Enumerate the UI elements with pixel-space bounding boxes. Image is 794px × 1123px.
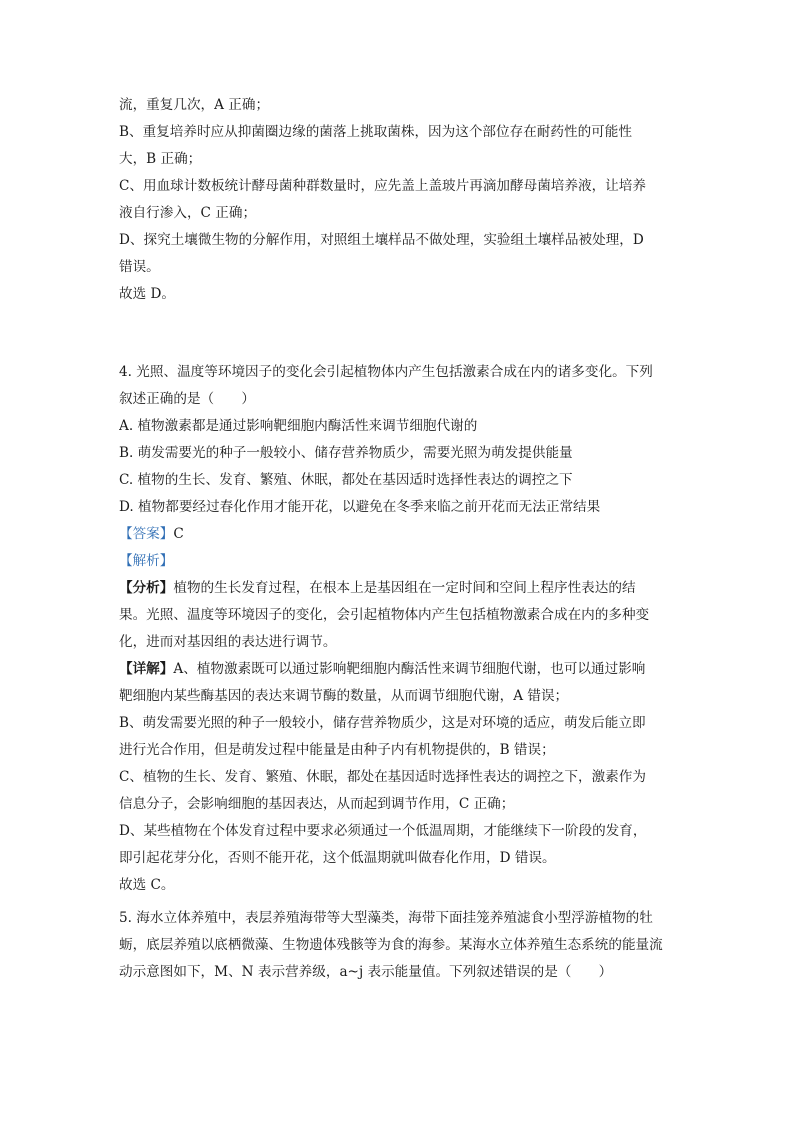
q4-fenxi-line [119,578,689,598]
xiangjie-text: A、植物激素既可以通过影响靶细胞内酶活性来调节细胞代谢，也可以通过影响 [173,661,646,677]
q4-stem-line: 叙述正确的是（ ） [119,391,255,407]
prev-answer-line: D、探究土壤微生物的分解作用，对照组土壤样品不做处理，实验组土壤样品被处理，D [119,232,644,248]
q4-xiangjie-line: D、某些植物在个体发育过程中要求必须通过一个低温周期，才能继续下一阶段的发育， [119,823,647,839]
q5-stem-line: 动示意图如下，M、N 表示营养级，a~j 表示能量值。下列叙述错误的是（ ） [119,964,613,980]
q4-conclusion: 故选 C。 [119,877,175,893]
q4-stem-line: 4. 光照、温度等环境因子的变化会引起植物体内产生包括激素合成在内的诸多变化。下列 [119,364,653,380]
q4-xiangjie-line: B、萌发需要光照的种子一般较小，储存营养物质少，这是对环境的适应，萌发后能立即 [119,715,646,731]
q4-answer [119,524,689,544]
prev-answer-line: B、重复培养时应从抑菌圈边缘的菌落上挑取菌株，因为这个部位存在耐药性的可能性 [119,124,632,140]
q4-xiangjie-line: 即引起花芽分化，否则不能开花，这个低温期就叫做春化作用，D 错误。 [119,850,556,866]
q4-xiangjie-line: 进行光合作用，但是萌发过程中能量是由种子内有机物提供的，B 错误； [119,742,555,758]
q4-xiangjie-line [119,659,689,679]
q5-stem-line: 5. 海水立体养殖中，表层养殖海带等大型藻类，海带下面挂笼养殖滤食小型浮游植物的牡 [119,910,653,926]
q4-xiangjie-line: 信息分子，会影响细胞的基因表达，从而起到调节作用，C 正确； [119,796,515,812]
q4-xiangjie-line: C、植物的生长、发育、繁殖、休眠，都处在基因适时选择性表达的调控之下，激素作为 [119,769,646,785]
prev-answer-line: 流，重复几次，A 正确； [119,97,270,113]
prev-answer-line: 错误。 [119,259,160,275]
q4-fenxi-line: 果。光照、温度等环境因子的变化，会引起植物体内产生包括植物激素合成在内的多种变 [119,607,650,623]
xiangjie-tag: 【详解】 [119,661,174,677]
q4-option-a: A. 植物激素都是通过影响靶细胞内酶活性来调节细胞代谢的 [119,418,478,434]
q5-stem-line: 蛎，底层养殖以底栖微藻、生物遗体残骸等为食的海参。某海水立体养殖生态系统的能量流 [119,937,663,953]
prev-answer-line: 液自行渗入，C 正确； [119,205,257,221]
q4-xiangjie-line: 靶细胞内某些酶基因的表达来调节酶的数量，从而调节细胞代谢，A 错误； [119,688,569,704]
fenxi-tag: 【分析】 [119,580,174,596]
fenxi-text: 植物的生长发育过程，在根本上是基因组在一定时间和空间上程序性表达的结 [173,580,636,596]
q4-option-b: B. 萌发需要光的种子一般较小、储存营养物质少，需要光照为萌发提供能量 [119,445,573,461]
q4-option-c: C. 植物的生长、发育、繁殖、休眠，都处在基因适时选择性表达的调控之下 [119,472,573,488]
analysis-tag: 【解析】 [119,553,174,569]
prev-answer-line: C、用血球计数板统计酵母菌种群数量时，应先盖上盖玻片再滴加酵母菌培养液，让培养 [119,178,646,194]
prev-answer-line: 大，B 正确； [119,151,202,167]
prev-answer-conclusion: 故选 D。 [119,286,176,302]
answer-value: C [173,526,184,542]
answer-tag: 【答案】 [119,526,174,542]
q4-fenxi-line: 化，进而对基因组的表达进行调节。 [119,634,337,650]
q4-option-d: D. 植物都要经过春化作用才能开花，以避免在冬季来临之前开花而无法正常结果 [119,499,601,515]
